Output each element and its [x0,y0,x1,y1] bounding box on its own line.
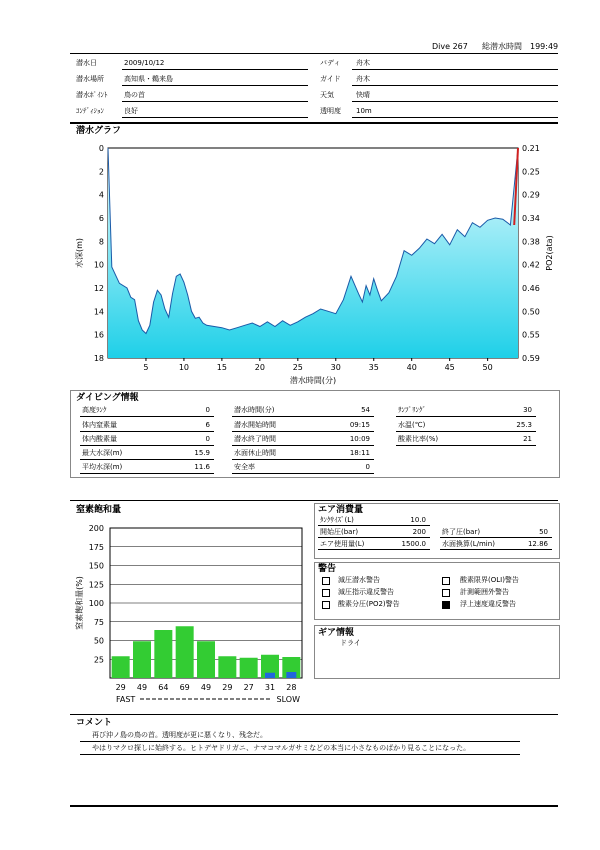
end-pressure-value: 50 [539,528,548,536]
row-underline [318,525,430,526]
end-pressure-label: 終了圧(bar) [442,528,481,536]
water-temp-label: 水温(℃) [398,421,426,429]
guide-label: ガイド [320,75,341,83]
graph-top-rule [70,122,558,124]
visibility-underline [352,117,558,118]
x-tick-label: 30 [330,363,341,372]
row-underline [80,459,214,460]
comment-title: コメント [76,718,113,728]
x-tick-label: 15 [216,363,227,372]
row-underline [232,445,374,446]
date-underline [122,69,308,70]
body-oxygen-label: 体内酸素量 [82,435,117,443]
air-title: エア消費量 [318,505,364,515]
altitude-rank-value: 0 [205,406,210,414]
n2-category-label: 31 [264,683,276,692]
row-underline [396,416,536,417]
x-axis-label: 潜水時間(分) [289,376,337,385]
x-tick-label: 10 [178,363,190,372]
row-underline [396,445,536,446]
y2-tick-label: 0.38 [522,237,540,247]
warning-checkbox-out-of-range[interactable] [442,589,450,597]
dive-start-label: 潜水開始時間 [234,421,276,429]
dive-number: Dive 267 [432,42,468,51]
max-depth-value: 15.9 [194,449,210,457]
y2-tick-label: 0.46 [522,284,540,293]
n2-y-tick-label: 75 [93,617,104,627]
warning-checkbox-po2[interactable] [322,601,330,609]
n2-bar [154,630,172,678]
bottom-rule [70,805,558,807]
row-underline [232,431,374,432]
air-used-value: 1500.0 [401,540,426,548]
n2-y-tick-label: 200 [88,524,104,533]
y-tick-label: 14 [93,307,104,317]
n2-bar-secondary [265,673,275,678]
condition-underline [122,117,308,118]
n2-bar [112,656,130,678]
max-depth-label: 最大水深(m) [82,449,123,457]
n2-bar-secondary [286,672,296,678]
guide-underline [352,85,558,86]
diving-info-box [70,390,560,478]
n2-bar [133,641,151,678]
y2-tick-label: 0.21 [522,144,540,153]
tank-size-label: ﾀﾝｸｻｲｽﾞ(L) [320,516,354,524]
warning-label-po2: 酸素分圧(PO2)警告 [338,600,400,608]
n2-category-label: 29 [222,683,233,692]
y-tick-label: 8 [98,237,104,247]
n2-category-label: 69 [179,683,190,692]
y2-tick-label: 0.25 [522,167,540,177]
y-axis-label: 水深(m) [75,237,84,269]
warning-checkbox-ascent-rate[interactable] [442,601,450,609]
nitrogen-title: 窒素飽和量 [76,505,122,515]
point-underline [122,101,308,102]
mid-rule [70,500,558,501]
y2-tick-label: 0.50 [522,307,540,317]
row-underline [80,473,214,474]
warnings-title: 警告 [318,564,337,574]
place-label: 潜水場所 [76,75,104,83]
header-rule [70,53,558,54]
safety-factor-value: 0 [365,463,370,471]
surface-interval-label: 水面休止時間 [234,449,276,457]
n2-category-label: 27 [243,683,254,692]
warning-label-oli: 酸素限界(OLI)警告 [460,576,519,584]
dive-start-value: 09:15 [349,421,370,429]
comment-rule [70,714,558,715]
n2-y-tick-label: 50 [93,636,104,646]
point-value: 鳥の首 [124,91,145,99]
x-tick-label: 45 [444,363,455,372]
comment-line-2: やはりマクロ探しに始終する。ヒトデヤドリガニ、ナマコマルガサミなどの本当に小さなものばかり見ることになった。 [92,744,471,752]
n2-bar [176,626,194,678]
row-underline [80,416,214,417]
n2-y-tick-label: 125 [88,580,104,590]
buddy-value: 舟木 [356,59,370,67]
y-tick-label: 6 [98,214,104,223]
x-tick-label: 50 [482,363,493,372]
buddy-underline [352,69,558,70]
total-time-value: 199:49 [530,42,559,51]
row-underline [440,537,552,538]
oxygen-ratio-label: 酸素比率(%) [398,435,439,443]
buddy-label: バディ [320,59,341,67]
start-pressure-value: 200 [412,528,426,536]
y-tick-label: 4 [98,190,104,200]
dive-time-value: 54 [361,406,370,414]
date-label: 潜水日 [76,59,97,67]
weather-underline [352,101,558,102]
warning-label-decompression: 減圧潜水警告 [338,576,380,584]
point-label: 潜水ﾎﾟｲﾝﾄ [76,91,108,99]
n2-y-tick-label: 25 [93,655,104,665]
safety-factor-label: 安全率 [234,463,255,471]
y2-tick-label: 0.29 [522,190,540,200]
start-pressure-label: 開始圧(bar) [320,528,359,536]
fast-label: FAST [116,695,136,704]
n2-bar [197,641,215,678]
surface-rate-label: 水面換算(L/min) [442,540,495,548]
sampling-label: ｻﾝﾌﾟﾘﾝｸﾞ [398,406,426,414]
slow-label: SLOW [276,695,300,704]
row-underline [318,549,430,550]
weather-value: 快晴 [356,91,370,99]
n2-bar [240,658,258,678]
warning-label-out-of-range: 計測範囲外警告 [460,588,509,596]
altitude-rank-label: 高度ﾗﾝｸ [82,406,107,414]
n2-category-label: 49 [200,683,212,692]
x-tick-label: 20 [254,363,265,372]
y-tick-label: 16 [93,330,104,340]
weather-label: 天気 [320,91,334,99]
comment-underline [80,741,520,742]
n2-y-tick-label: 175 [88,542,104,552]
x-tick-label: 40 [406,363,417,372]
y2-tick-label: 0.59 [522,354,540,363]
x-tick-label: 25 [292,363,303,372]
body-nitrogen-label: 体内窒素量 [82,421,117,429]
gear-value: ドライ [340,639,361,647]
y2-tick-label: 0.34 [522,214,540,223]
warning-checkbox-deco-violation[interactable] [322,589,330,597]
dive-end-value: 10:09 [349,435,370,443]
comment-underline [80,754,520,755]
n2-bar [218,656,236,678]
y-tick-label: 18 [93,354,104,363]
warning-label-deco-violation: 減圧指示違反警告 [338,588,394,596]
n2-y-axis-label: 窒素飽和量(%) [75,576,84,630]
row-underline [440,549,552,550]
nitrogen-saturation-chart [70,518,310,708]
air-used-label: エア使用量(L) [320,540,365,548]
body-nitrogen-value: 6 [205,421,210,429]
condition-label: ｺﾝﾃﾞｨｼｮﾝ [76,107,104,115]
row-underline [80,431,214,432]
y-tick-label: 0 [98,144,104,153]
warning-checkbox-oli[interactable] [442,577,450,585]
body-oxygen-value: 0 [205,435,210,443]
row-underline [232,459,374,460]
y-tick-label: 10 [93,260,104,270]
n2-category-label: 29 [115,683,126,692]
y-tick-label: 2 [98,167,104,177]
n2-y-tick-label: 100 [88,599,104,608]
visibility-value: 10m [356,107,372,115]
total-time-label: 総潜水時間 [482,42,522,51]
row-underline [232,473,374,474]
diving-info-title: ダイビング情報 [76,393,139,403]
dive-graph-title: 潜水グラフ [76,126,122,136]
row-underline [80,445,214,446]
row-underline [318,537,430,538]
dive-end-label: 潜水終了時間 [234,435,276,443]
n2-category-label: 28 [286,683,297,692]
n2-y-tick-label: 150 [88,561,104,571]
tank-size-value: 10.0 [410,516,426,524]
surface-rate-value: 12.86 [527,540,548,548]
place-value: 高知県・鵜来島 [124,75,173,83]
dive-profile-chart [70,138,560,390]
n2-category-label: 64 [158,683,169,692]
row-underline [396,431,536,432]
oxygen-ratio-value: 21 [523,435,532,443]
date-value: 2009/10/12 [124,59,165,67]
water-temp-value: 25.3 [516,421,532,429]
sampling-value: 30 [523,406,532,414]
n2-category-label: 49 [136,683,148,692]
gear-title: ギア情報 [318,628,355,638]
x-tick-label: 5 [143,363,149,372]
warning-label-ascent-rate: 浮上速度違反警告 [460,600,516,608]
condition-value: 良好 [124,107,138,115]
y2-axis-label: PO2(ata) [545,235,554,271]
dive-time-label: 潜水時間(分) [234,406,275,414]
avg-depth-value: 11.6 [194,463,210,471]
comment-line-1: 再び沖ノ島の鳥の首。透明度が更に悪くなり、残念だ。 [92,731,267,739]
avg-depth-label: 平均水深(m) [82,463,123,471]
y2-tick-label: 0.55 [522,330,540,340]
x-tick-label: 35 [368,363,379,372]
visibility-label: 透明度 [320,107,341,115]
y2-tick-label: 0.42 [522,260,540,270]
y-tick-label: 12 [93,284,104,293]
place-underline [122,85,308,86]
row-underline [232,416,374,417]
guide-value: 舟木 [356,75,370,83]
surface-interval-value: 18:11 [349,449,370,457]
warning-checkbox-decompression[interactable] [322,577,330,585]
